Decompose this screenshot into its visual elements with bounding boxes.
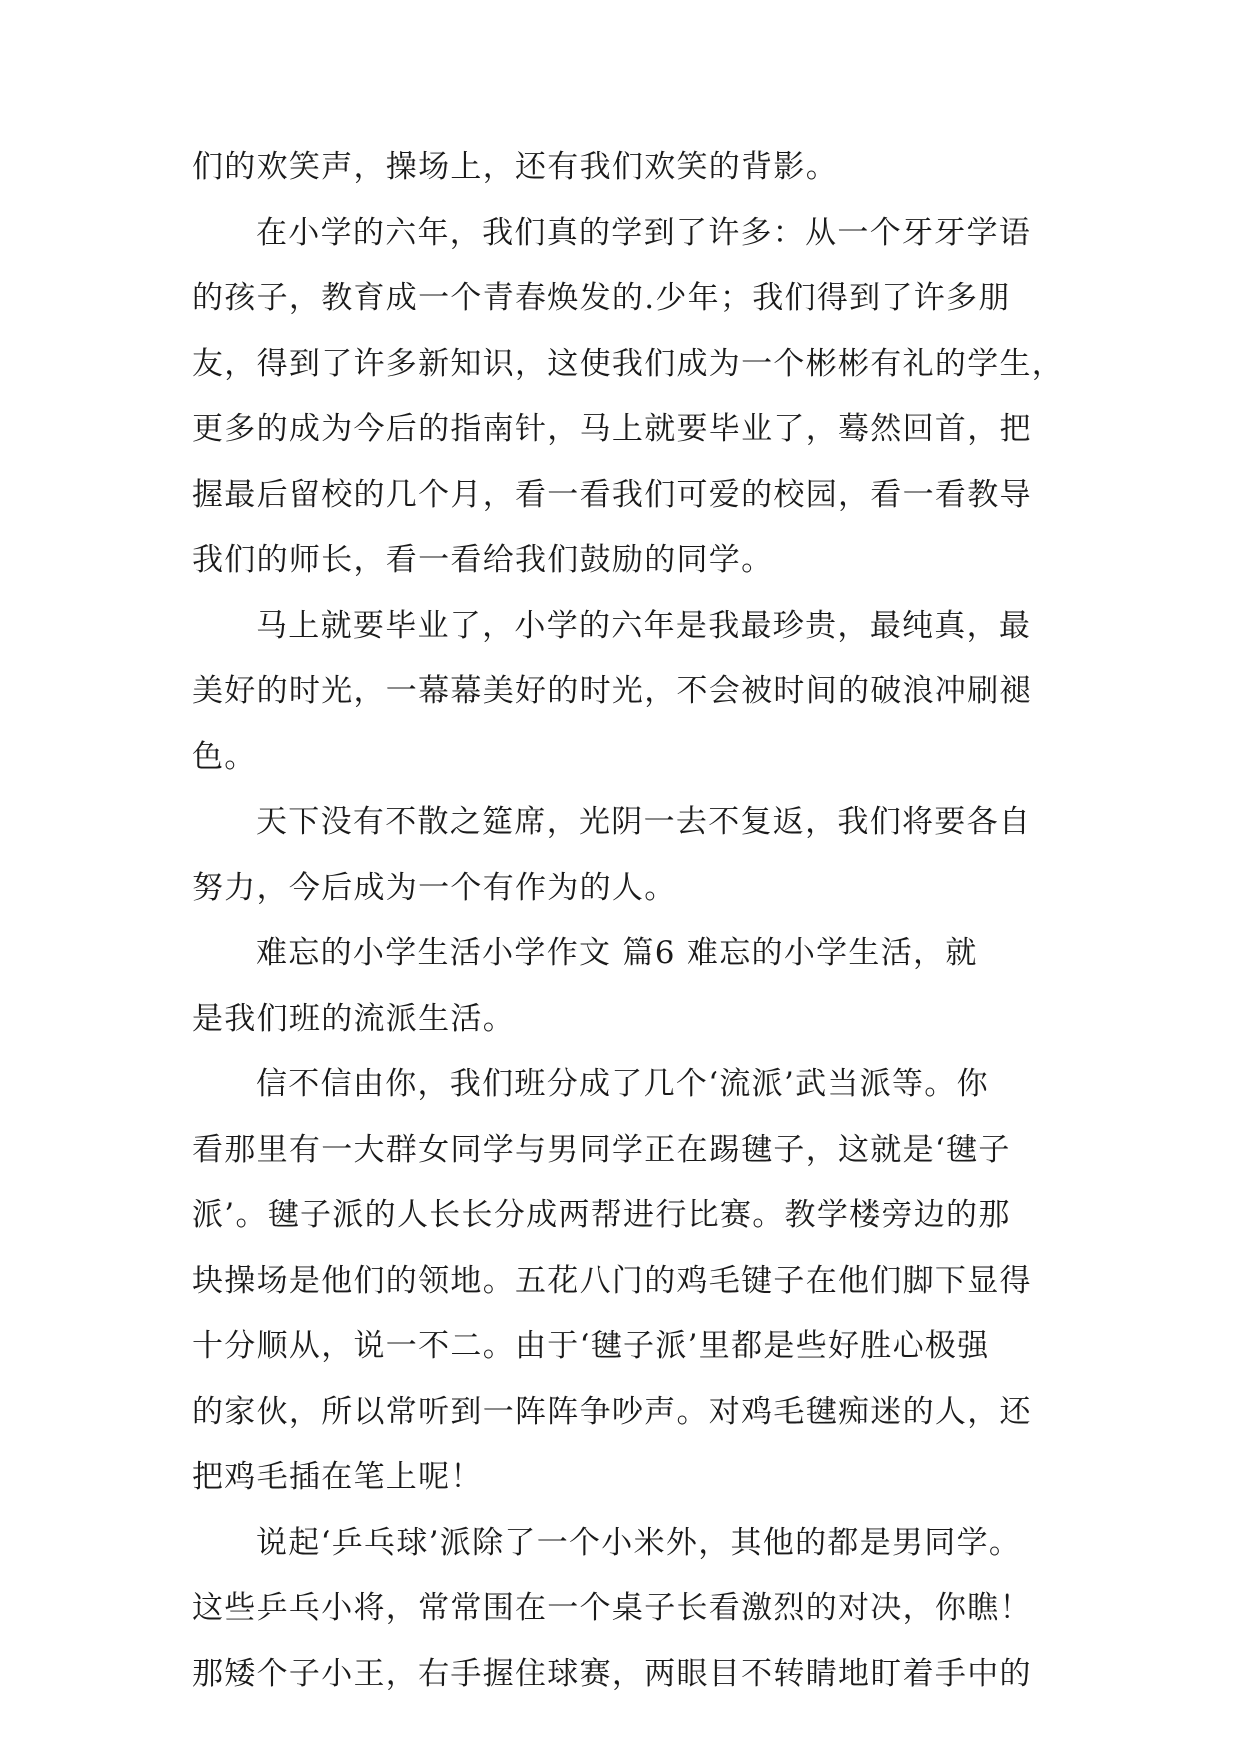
text-line: 是我们班的流派生活。 bbox=[192, 1001, 515, 1037]
text-line: 努力，今后成为一个有作为的人。 bbox=[192, 870, 677, 906]
text-line: 看那里有一大群女同学与男同学正在踢毽子，这就是‘毽子 bbox=[192, 1132, 1011, 1168]
text-line: 我们的师长，看一看给我们鼓励的同学。 bbox=[192, 542, 774, 578]
text-line: 握最后留校的几个月，看一看我们可爱的校园，看一看教导 bbox=[192, 477, 1032, 513]
text-line: 那矮个子小王，右手握住球赛，两眼目不转睛地盯着手中的 bbox=[192, 1656, 1032, 1692]
text-line: 十分顺从，说一不二。由于‘毽子派’里都是些好胜心极强 bbox=[192, 1328, 990, 1364]
paragraph-start-line: 在小学的六年，我们真的学到了许多：从一个牙牙学语 bbox=[256, 215, 1032, 251]
paragraph-start-line: 说起‘乒乓球’派除了一个小米外，其他的都是男同学。 bbox=[256, 1525, 1022, 1561]
text-line: 的孩子，教育成一个青春焕发的.少年；我们得到了许多朋 bbox=[192, 280, 1011, 316]
text-line: 友，得到了许多新知识，这使我们成为一个彬彬有礼的学生， bbox=[192, 346, 1065, 382]
text-line: 美好的时光，一幕幕美好的时光，不会被时间的破浪冲刷褪 bbox=[192, 673, 1032, 709]
text-line: 把鸡毛插在笔上呢！ bbox=[192, 1459, 483, 1495]
paragraph-start-line: 信不信由你，我们班分成了几个‘流派’武当派等。你 bbox=[256, 1066, 989, 1102]
text-line: 的家伙，所以常听到一阵阵争吵声。对鸡毛毽痴迷的人，还 bbox=[192, 1394, 1032, 1430]
text-line: 色。 bbox=[192, 739, 257, 775]
text-line: 更多的成为今后的指南针，马上就要毕业了，蓦然回首，把 bbox=[192, 411, 1032, 447]
text-line: 派’。毽子派的人长长分成两帮进行比赛。教学楼旁边的那 bbox=[192, 1197, 1011, 1233]
section-heading-line: 难忘的小学生活小学作文 篇6 难忘的小学生活，就 bbox=[256, 935, 978, 971]
text-line: 这些乒乓小将，常常围在一个桌子长看激烈的对决，你瞧！ bbox=[192, 1590, 1032, 1626]
paragraph-start-line: 天下没有不散之筵席，光阴一去不复返，我们将要各自 bbox=[256, 804, 1032, 840]
paragraph-start-line: 马上就要毕业了，小学的六年是我最珍贵，最纯真，最 bbox=[256, 608, 1032, 644]
text-line: 块操场是他们的领地。五花八门的鸡毛键子在他们脚下显得 bbox=[192, 1263, 1032, 1299]
text-line: 们的欢笑声，操场上，还有我们欢笑的背影。 bbox=[192, 149, 838, 185]
